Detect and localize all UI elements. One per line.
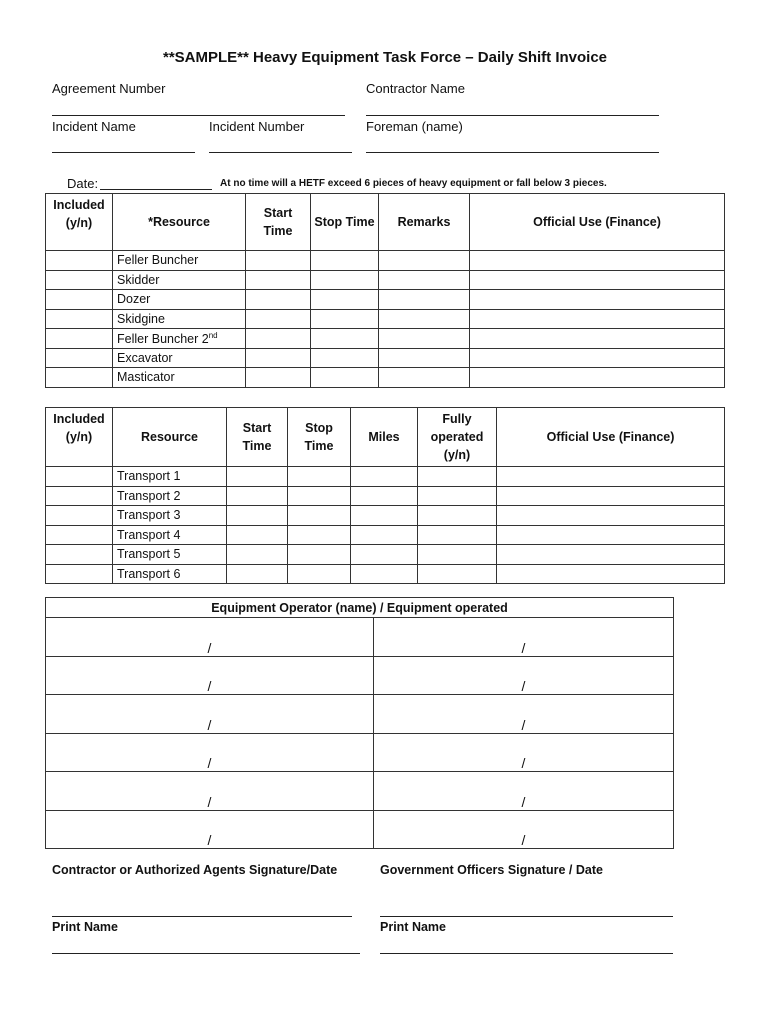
agreement-number-label: Agreement Number: [52, 81, 166, 96]
resource-cell: Skidder: [113, 270, 246, 290]
equipment-operated-cell[interactable]: /: [374, 618, 674, 657]
contractor-name-field[interactable]: [366, 115, 659, 116]
table-row: [46, 309, 725, 329]
col-official-use: Official Use (Finance): [497, 408, 725, 467]
col-stop-time: Stop Time: [311, 194, 379, 251]
table-row: [46, 695, 674, 734]
resource-cell: Feller Buncher 2nd: [113, 329, 246, 349]
col-remarks: Remarks: [379, 194, 470, 251]
operator-name-cell[interactable]: /: [46, 656, 374, 695]
equipment-operated-cell[interactable]: /: [374, 772, 674, 811]
table-row: [46, 506, 725, 526]
table-row: [46, 618, 674, 657]
print-name-left-field[interactable]: [52, 953, 360, 954]
equipment-operated-cell[interactable]: /: [374, 810, 674, 849]
incident-name-label: Incident Name: [52, 119, 136, 134]
resource-cell: Skidgine: [113, 309, 246, 329]
print-name-right-field[interactable]: [380, 953, 673, 954]
foreman-field[interactable]: [366, 152, 659, 153]
government-signature-label: Government Officers Signature / Date: [380, 863, 603, 877]
table-row: [46, 290, 725, 310]
operator-name-cell[interactable]: /: [46, 695, 374, 734]
contractor-signature-field[interactable]: [52, 916, 352, 917]
col-start-time: Start Time: [246, 194, 311, 251]
equipment-table: [45, 193, 725, 388]
table-row: [46, 564, 725, 584]
resource-cell: Dozer: [113, 290, 246, 310]
resource-cell: Masticator: [113, 368, 246, 388]
table-row: [46, 270, 725, 290]
operator-table: [45, 597, 674, 849]
incident-number-label: Incident Number: [209, 119, 305, 134]
col-start-time: Start Time: [227, 408, 288, 467]
agreement-number-field[interactable]: [52, 115, 345, 116]
table-row: [46, 656, 674, 695]
resource-cell: Feller Buncher: [113, 251, 246, 271]
table-row: [46, 525, 725, 545]
col-stop-time: Stop Time: [288, 408, 351, 467]
resource-cell: Transport 3: [113, 506, 227, 526]
contractor-name-label: Contractor Name: [366, 81, 465, 96]
table-row: [46, 251, 725, 271]
table-row: [46, 368, 725, 388]
table-row: [46, 733, 674, 772]
table-row: [46, 486, 725, 506]
resource-cell: Transport 4: [113, 525, 227, 545]
contractor-signature-label: Contractor or Authorized Agents Signature/Date: [52, 863, 338, 877]
date-field[interactable]: [100, 189, 212, 190]
hetf-notice: At no time will a HETF exceed 6 pieces of heavy equipment or fall below 3 pieces.: [220, 178, 607, 189]
col-fully-operated: Fully operated (y/n): [418, 408, 497, 467]
resource-cell: Transport 1: [113, 467, 227, 487]
incident-name-field[interactable]: [52, 152, 195, 153]
operator-name-cell[interactable]: /: [46, 810, 374, 849]
print-name-right-label: Print Name: [380, 920, 446, 934]
col-included: Included (y/n): [46, 408, 113, 467]
col-resource: *Resource: [113, 194, 246, 251]
table-row: [46, 329, 725, 349]
table-row: [46, 467, 725, 487]
transport-table: [45, 407, 725, 584]
table-row: [46, 810, 674, 849]
col-resource: Resource: [113, 408, 227, 467]
equipment-operated-cell[interactable]: /: [374, 733, 674, 772]
incident-number-field[interactable]: [209, 152, 352, 153]
equipment-operated-cell[interactable]: /: [374, 656, 674, 695]
table-row: [46, 545, 725, 565]
table-row: [46, 772, 674, 811]
operator-name-cell[interactable]: /: [46, 772, 374, 811]
operator-name-cell[interactable]: /: [46, 733, 374, 772]
col-miles: Miles: [351, 408, 418, 467]
equipment-operated-cell[interactable]: /: [374, 695, 674, 734]
resource-cell: Transport 5: [113, 545, 227, 565]
date-label: Date:: [67, 176, 99, 191]
foreman-label: Foreman (name): [366, 119, 463, 134]
col-official-use: Official Use (Finance): [470, 194, 725, 251]
table-row: [46, 348, 725, 368]
print-name-left-label: Print Name: [52, 920, 118, 934]
resource-cell: Transport 2: [113, 486, 227, 506]
government-signature-field[interactable]: [380, 916, 673, 917]
resource-cell: Excavator: [113, 348, 246, 368]
page-title: **SAMPLE** Heavy Equipment Task Force – Daily Shift Invoice: [162, 49, 608, 66]
operator-name-cell[interactable]: /: [46, 618, 374, 657]
col-included: Included (y/n): [46, 194, 113, 251]
operator-table-header: Equipment Operator (name) / Equipment operated: [46, 598, 674, 618]
resource-cell: Transport 6: [113, 564, 227, 584]
